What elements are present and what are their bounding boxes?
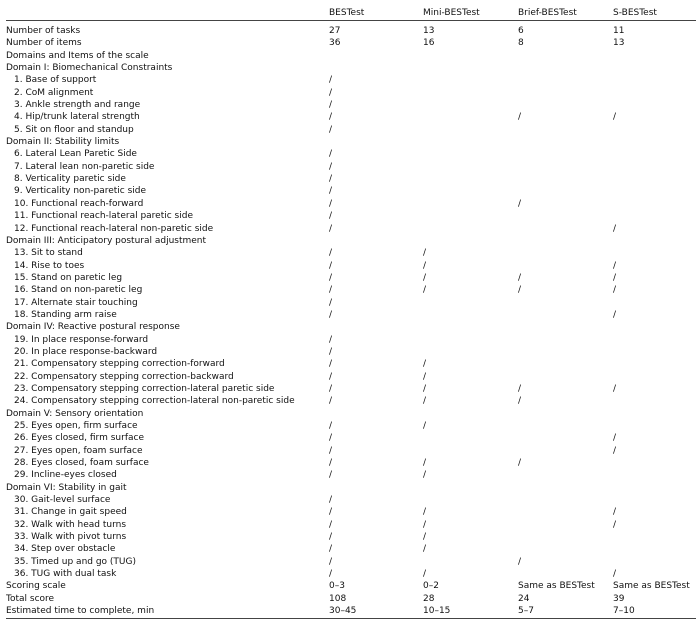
cell-brief-bestest <box>518 297 613 309</box>
table-row <box>6 161 696 173</box>
table-row <box>6 383 696 395</box>
cell-brief-bestest <box>518 445 613 457</box>
table-row <box>6 408 696 420</box>
cell-bestest: 30–45 <box>328 605 423 618</box>
cell-mini-bestest <box>423 334 518 346</box>
item-label: 13. Sit to stand <box>14 248 83 259</box>
cell-s-bestest <box>613 210 696 222</box>
table-row <box>6 580 696 592</box>
cell-s-bestest: / <box>613 433 617 444</box>
cell-brief-bestest <box>518 494 613 506</box>
cell-bestest: / <box>329 124 333 135</box>
cell-bestest: / <box>329 556 333 567</box>
item-label: 12. Functional reach-lateral non-paretic side <box>14 223 214 234</box>
cell-s-bestest <box>613 62 696 74</box>
cell-mini-bestest <box>423 235 518 247</box>
cell-s-bestest <box>613 469 696 481</box>
cell-mini-bestest: / <box>423 371 427 382</box>
cell-brief-bestest <box>518 148 613 160</box>
cell-s-bestest <box>613 531 696 543</box>
cell-brief-bestest: / <box>518 285 522 296</box>
cell-s-bestest <box>613 358 696 370</box>
cell-brief-bestest: 8 <box>518 38 524 49</box>
cell-s-bestest <box>613 482 696 494</box>
cell-brief-bestest: / <box>518 272 522 283</box>
table-row <box>6 272 696 284</box>
table-row <box>6 62 696 74</box>
cell-bestest: / <box>329 272 333 283</box>
cell-s-bestest <box>613 87 696 99</box>
cell-s-bestest <box>613 321 696 333</box>
cell-bestest: / <box>329 186 333 197</box>
cell-s-bestest: / <box>613 260 617 271</box>
cell-bestest <box>328 408 423 420</box>
cell-mini-bestest: / <box>423 396 427 407</box>
cell-brief-bestest <box>518 543 613 555</box>
cell-brief-bestest <box>518 74 613 86</box>
cell-brief-bestest <box>518 99 613 111</box>
item-label: 22. Compensatory stepping correction-backward <box>14 371 234 382</box>
table-row <box>6 297 696 309</box>
cell-s-bestest <box>613 161 696 173</box>
cell-mini-bestest <box>423 124 518 136</box>
item-label: 14. Rise to toes <box>14 260 85 271</box>
item-label: 24. Compensatory stepping correction-lateral non-paretic side <box>14 396 295 407</box>
section-label: Number of items <box>6 38 82 49</box>
cell-bestest: / <box>329 297 333 308</box>
item-label: 30. Gait-level surface <box>14 495 111 506</box>
cell-mini-bestest <box>423 185 518 197</box>
table-row <box>6 210 696 222</box>
cell-s-bestest: / <box>613 272 617 283</box>
cell-bestest: / <box>329 495 333 506</box>
cell-s-bestest: / <box>613 519 617 530</box>
cell-s-bestest <box>613 494 696 506</box>
cell-bestest: / <box>329 100 333 111</box>
cell-bestest: / <box>329 371 333 382</box>
cell-s-bestest: / <box>613 285 617 296</box>
cell-brief-bestest: / <box>518 458 522 469</box>
cell-bestest: 108 <box>329 593 347 604</box>
cell-s-bestest <box>613 185 696 197</box>
cell-mini-bestest <box>423 556 518 568</box>
cell-brief-bestest <box>518 469 613 481</box>
cell-bestest: / <box>329 174 333 185</box>
header-label-column <box>6 6 328 21</box>
cell-mini-bestest <box>423 309 518 321</box>
cell-s-bestest: 11 <box>613 26 625 36</box>
cell-s-bestest <box>613 50 696 62</box>
cell-mini-bestest: / <box>423 470 427 481</box>
cell-brief-bestest <box>518 223 613 235</box>
table-row <box>6 87 696 99</box>
item-label: 20. In place response-backward <box>14 346 158 357</box>
cell-s-bestest: / <box>613 112 617 123</box>
cell-s-bestest: 39 <box>613 593 625 604</box>
cell-s-bestest: / <box>613 223 617 234</box>
table-row <box>6 457 696 469</box>
cell-bestest: / <box>329 346 333 357</box>
item-label: 7. Lateral lean non-paretic side <box>14 161 155 172</box>
table-row <box>6 605 696 618</box>
item-label: 8. Verticality paretic side <box>14 174 126 185</box>
cell-bestest: / <box>329 198 333 209</box>
cell-s-bestest: / <box>613 309 617 320</box>
cell-bestest <box>328 50 423 62</box>
table-body <box>6 25 696 618</box>
section-label: Total score <box>6 593 55 604</box>
cell-s-bestest: / <box>613 507 617 518</box>
cell-bestest <box>328 235 423 247</box>
cell-mini-bestest: / <box>423 272 427 283</box>
cell-brief-bestest <box>518 346 613 358</box>
cell-mini-bestest <box>423 223 518 235</box>
table-row <box>6 124 696 136</box>
table-row <box>6 185 696 197</box>
cell-mini-bestest: / <box>423 285 427 296</box>
cell-bestest <box>328 136 423 148</box>
cell-s-bestest <box>613 136 696 148</box>
cell-s-bestest <box>613 124 696 136</box>
cell-mini-bestest <box>423 482 518 494</box>
table-row <box>6 469 696 481</box>
cell-bestest: / <box>329 507 333 518</box>
table-row <box>6 260 696 272</box>
cell-mini-bestest: / <box>423 421 427 431</box>
section-label: Domain I: Biomechanical Constraints <box>6 63 173 74</box>
cell-brief-bestest <box>518 432 613 444</box>
cell-bestest: / <box>329 87 333 98</box>
cell-bestest: / <box>329 544 333 555</box>
cell-mini-bestest: / <box>423 532 427 543</box>
cell-bestest: / <box>329 75 333 86</box>
cell-s-bestest <box>613 198 696 210</box>
cell-s-bestest: / <box>613 383 617 394</box>
cell-mini-bestest <box>423 62 518 74</box>
cell-mini-bestest <box>423 494 518 506</box>
table-row <box>6 420 696 432</box>
cell-bestest: / <box>329 334 333 345</box>
header-brief-bestest: Brief-BESTest <box>518 6 613 21</box>
cell-mini-bestest: 16 <box>423 38 435 49</box>
cell-bestest: / <box>329 421 333 431</box>
cell-s-bestest <box>613 99 696 111</box>
table-row <box>6 334 696 346</box>
cell-mini-bestest <box>423 173 518 185</box>
cell-mini-bestest: / <box>423 507 427 518</box>
cell-brief-bestest <box>518 161 613 173</box>
cell-brief-bestest <box>518 87 613 99</box>
cell-bestest: / <box>329 519 333 530</box>
table-row <box>6 432 696 444</box>
cell-brief-bestest <box>518 309 613 321</box>
cell-bestest: / <box>329 383 333 394</box>
table-row <box>6 543 696 555</box>
item-label: 6. Lateral Lean Paretic Side <box>14 149 137 160</box>
cell-bestest: / <box>329 149 333 160</box>
item-label: 19. In place response-forward <box>14 334 149 345</box>
cell-mini-bestest <box>423 136 518 148</box>
table-row <box>6 519 696 531</box>
table-row <box>6 247 696 259</box>
cell-bestest: / <box>329 532 333 543</box>
table-row <box>6 37 696 49</box>
cell-mini-bestest <box>423 50 518 62</box>
cell-brief-bestest <box>518 519 613 531</box>
cell-bestest: / <box>329 211 333 222</box>
cell-mini-bestest <box>423 445 518 457</box>
table-row <box>6 198 696 210</box>
cell-mini-bestest: / <box>423 260 427 271</box>
cell-mini-bestest <box>423 148 518 160</box>
table-row <box>6 482 696 494</box>
cell-mini-bestest <box>423 346 518 358</box>
cell-bestest <box>328 482 423 494</box>
cell-brief-bestest <box>518 185 613 197</box>
table-row <box>6 50 696 62</box>
table-row <box>6 99 696 111</box>
cell-mini-bestest: / <box>423 248 427 259</box>
cell-brief-bestest: / <box>518 396 522 407</box>
cell-mini-bestest <box>423 99 518 111</box>
table-row <box>6 445 696 457</box>
table-row <box>6 284 696 296</box>
cell-brief-bestest <box>518 531 613 543</box>
table-row <box>6 223 696 235</box>
cell-brief-bestest <box>518 482 613 494</box>
section-label: Domain II: Stability limits <box>6 137 120 148</box>
table-row <box>6 568 696 580</box>
item-label: 2. CoM alignment <box>14 87 94 98</box>
cell-brief-bestest: / <box>518 112 522 123</box>
item-label: 31. Change in gait speed <box>14 507 127 518</box>
cell-bestest: / <box>329 433 333 444</box>
cell-brief-bestest <box>518 247 613 259</box>
cell-s-bestest <box>613 395 696 407</box>
cell-mini-bestest <box>423 432 518 444</box>
cell-mini-bestest: 28 <box>423 593 435 604</box>
cell-bestest: / <box>329 161 333 172</box>
cell-mini-bestest: 10–15 <box>423 605 518 618</box>
table-row <box>6 531 696 543</box>
cell-s-bestest <box>613 346 696 358</box>
item-label: 36. TUG with dual task <box>14 569 117 580</box>
cell-s-bestest: / <box>613 445 617 456</box>
item-label: 29. Incline-eyes closed <box>14 470 117 481</box>
item-label: 33. Walk with pivot turns <box>14 532 127 543</box>
item-label: 15. Stand on paretic leg <box>14 272 123 283</box>
item-label: 17. Alternate stair touching <box>14 297 138 308</box>
cell-bestest: / <box>329 445 333 456</box>
cell-bestest: / <box>329 470 333 481</box>
item-label: 9. Verticality non-paretic side <box>14 186 147 197</box>
table-row <box>6 148 696 160</box>
cell-mini-bestest: / <box>423 519 427 530</box>
bestest-comparison-table <box>6 6 696 619</box>
table-row <box>6 346 696 358</box>
cell-bestest: 36 <box>329 38 341 49</box>
cell-brief-bestest <box>518 124 613 136</box>
cell-mini-bestest <box>423 161 518 173</box>
cell-s-bestest <box>613 457 696 469</box>
cell-bestest: / <box>329 223 333 234</box>
cell-mini-bestest: / <box>423 383 427 394</box>
table-row <box>6 494 696 506</box>
item-label: 32. Walk with head turns <box>14 519 127 530</box>
header-row <box>6 6 696 21</box>
item-label: 25. Eyes open, firm surface <box>14 421 138 431</box>
cell-s-bestest: 13 <box>613 38 625 49</box>
cell-bestest: / <box>329 260 333 271</box>
table-row <box>6 309 696 321</box>
cell-bestest: / <box>329 248 333 259</box>
cell-mini-bestest: / <box>423 458 427 469</box>
cell-brief-bestest: 24 <box>518 593 530 604</box>
cell-s-bestest <box>613 247 696 259</box>
cell-s-bestest <box>613 74 696 86</box>
cell-bestest: / <box>329 112 333 123</box>
table-row <box>6 25 696 37</box>
cell-s-bestest <box>613 235 696 247</box>
cell-brief-bestest <box>518 408 613 420</box>
table-row <box>6 506 696 518</box>
item-label: 1. Base of support <box>14 75 97 86</box>
table-row <box>6 235 696 247</box>
cell-mini-bestest <box>423 408 518 420</box>
cell-bestest <box>328 62 423 74</box>
cell-bestest: / <box>329 309 333 320</box>
cell-s-bestest <box>613 371 696 383</box>
cell-brief-bestest <box>518 173 613 185</box>
cell-mini-bestest <box>423 198 518 210</box>
cell-brief-bestest: / <box>518 198 522 209</box>
section-label: Domain IV: Reactive postural response <box>6 322 180 333</box>
cell-brief-bestest <box>518 50 613 62</box>
cell-bestest: / <box>329 569 333 580</box>
cell-bestest: 27 <box>329 26 341 36</box>
cell-mini-bestest <box>423 297 518 309</box>
cell-mini-bestest <box>423 87 518 99</box>
item-label: 27. Eyes open, foam surface <box>14 445 143 456</box>
table-row <box>6 173 696 185</box>
cell-brief-bestest <box>518 334 613 346</box>
cell-mini-bestest: / <box>423 359 427 370</box>
cell-brief-bestest: / <box>518 556 522 567</box>
cell-s-bestest <box>613 173 696 185</box>
item-label: 21. Compensatory stepping correction-forward <box>14 359 225 370</box>
table-row <box>6 111 696 123</box>
cell-brief-bestest <box>518 371 613 383</box>
cell-bestest: 0–3 <box>329 581 345 592</box>
section-label: Domain III: Anticipatory postural adjustment <box>6 235 207 246</box>
item-label: 35. Timed up and go (TUG) <box>14 556 137 567</box>
item-label: 26. Eyes closed, firm surface <box>14 433 144 444</box>
cell-s-bestest: / <box>613 569 617 580</box>
cell-mini-bestest <box>423 210 518 222</box>
cell-brief-bestest <box>518 321 613 333</box>
cell-brief-bestest <box>518 420 613 432</box>
item-label: 11. Functional reach-lateral paretic side <box>14 211 193 222</box>
cell-mini-bestest <box>423 321 518 333</box>
cell-brief-bestest <box>518 62 613 74</box>
cell-bestest: / <box>329 359 333 370</box>
cell-brief-bestest <box>518 235 613 247</box>
cell-brief-bestest: / <box>518 383 522 394</box>
header-bestest: BESTest <box>328 6 423 21</box>
table-row <box>6 321 696 333</box>
item-label: 10. Functional reach-forward <box>14 198 144 209</box>
item-label: 34. Step over obstacle <box>14 544 116 555</box>
cell-bestest: / <box>329 396 333 407</box>
item-label: 5. Sit on floor and standup <box>14 124 134 135</box>
cell-brief-bestest <box>518 136 613 148</box>
section-label: Domains and Items of the scale <box>6 50 149 61</box>
cell-s-bestest: 7–10 <box>613 605 696 618</box>
cell-s-bestest <box>613 297 696 309</box>
cell-bestest: / <box>329 458 333 469</box>
table-row <box>6 395 696 407</box>
header-s-bestest: S-BESTest <box>613 6 696 21</box>
cell-mini-bestest: / <box>423 569 427 580</box>
cell-s-bestest <box>613 543 696 555</box>
section-label: Number of tasks <box>6 26 81 36</box>
cell-bestest: / <box>329 285 333 296</box>
cell-brief-bestest <box>518 260 613 272</box>
table-row <box>6 371 696 383</box>
cell-brief-bestest <box>518 568 613 580</box>
header-mini-bestest: Mini-BESTest <box>423 6 518 21</box>
cell-mini-bestest: / <box>423 544 427 555</box>
cell-brief-bestest: 6 <box>518 26 524 36</box>
table-row <box>6 74 696 86</box>
item-label: 23. Compensatory stepping correction-lateral paretic side <box>14 383 275 394</box>
cell-s-bestest: Same as BESTest <box>613 581 690 592</box>
table-row <box>6 593 696 605</box>
item-label: 16. Stand on non-paretic leg <box>14 285 143 296</box>
table-row <box>6 556 696 568</box>
table-row <box>6 136 696 148</box>
item-label: 4. Hip/trunk lateral strength <box>14 112 140 123</box>
cell-brief-bestest: Same as BESTest <box>518 581 595 592</box>
cell-s-bestest <box>613 556 696 568</box>
cell-s-bestest <box>613 408 696 420</box>
cell-bestest <box>328 321 423 333</box>
cell-mini-bestest <box>423 111 518 123</box>
cell-s-bestest <box>613 148 696 160</box>
cell-s-bestest <box>613 334 696 346</box>
section-label: Scoring scale <box>6 581 66 592</box>
cell-brief-bestest <box>518 358 613 370</box>
cell-mini-bestest: 0–2 <box>423 581 439 592</box>
table-header <box>6 6 696 25</box>
cell-mini-bestest: 13 <box>423 26 435 36</box>
section-label: Domain V: Sensory orientation <box>6 408 144 419</box>
section-label: Domain VI: Stability in gait <box>6 482 127 493</box>
item-label: 28. Eyes closed, foam surface <box>14 458 149 469</box>
cell-brief-bestest <box>518 506 613 518</box>
section-label: Estimated time to complete, min <box>6 605 328 618</box>
item-label: 18. Standing arm raise <box>14 309 117 320</box>
cell-s-bestest <box>613 420 696 432</box>
cell-brief-bestest <box>518 210 613 222</box>
table-row <box>6 358 696 370</box>
cell-mini-bestest <box>423 74 518 86</box>
cell-brief-bestest: 5–7 <box>518 605 613 618</box>
item-label: 3. Ankle strength and range <box>14 100 141 111</box>
